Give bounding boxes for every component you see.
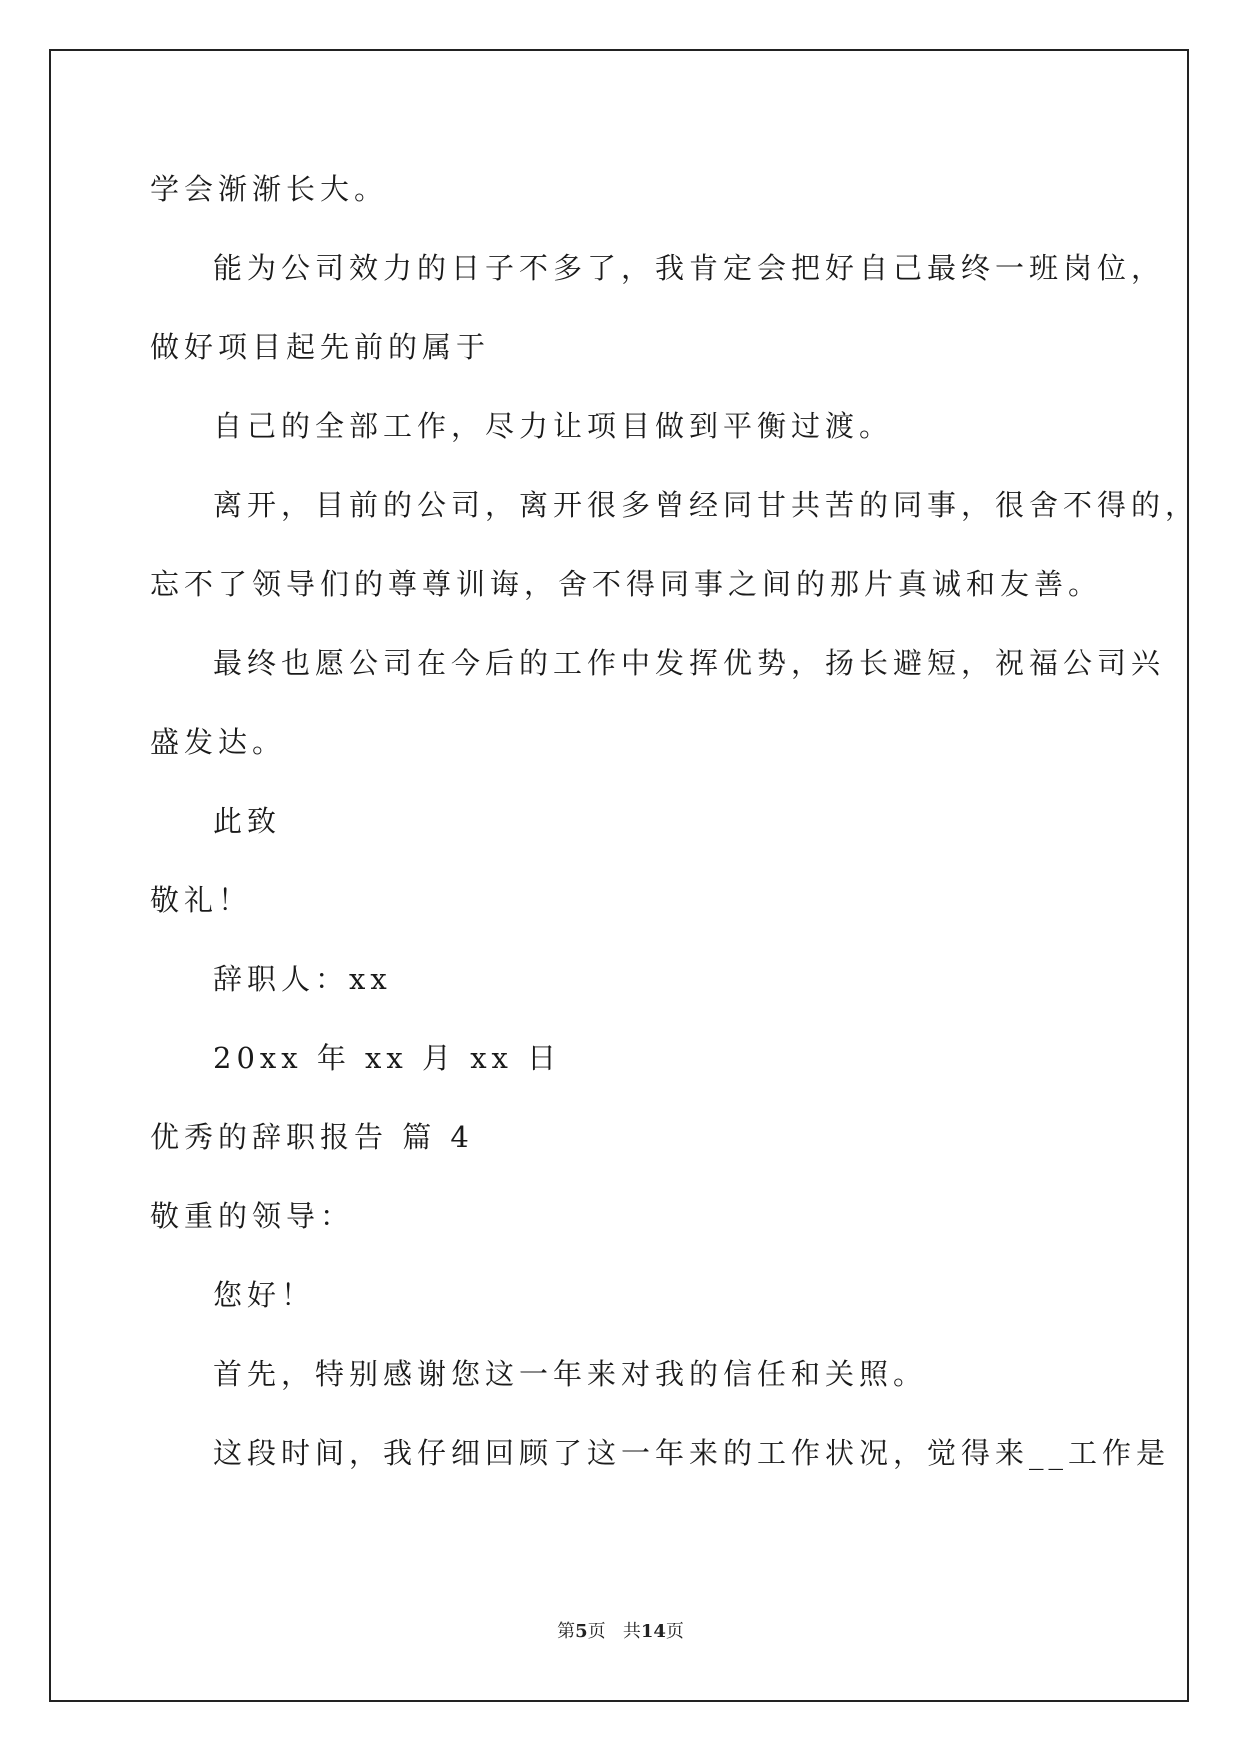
text-line: 最终也愿公司在今后的工作中发挥优势，扬长避短，祝福公司兴 [213, 646, 1166, 680]
text-line: 离开，目前的公司，离开很多曾经同甘共苦的同事，很舍不得的， [213, 488, 1200, 522]
text-line: 此致 [213, 804, 282, 838]
footer-total-suffix: 页 [665, 1621, 684, 1642]
text-line: 这段时间，我仔细回顾了这一年来的工作状况，觉得来__工作是 [213, 1436, 1171, 1470]
section-heading: 优秀的辞职报告 篇 4 [150, 1120, 474, 1154]
text-line: 自己的全部工作，尽力让项目做到平衡过渡。 [213, 409, 894, 443]
text-line: 敬礼！ [150, 883, 253, 917]
text-line: 您好！ [213, 1278, 316, 1312]
page-footer [0, 1617, 1241, 1643]
text-line: 学会渐渐长大。 [150, 172, 389, 206]
page-number: 5 [575, 1621, 588, 1642]
text-line: 能为公司效力的日子不多了，我肯定会把好自己最终一班岗位， [213, 251, 1166, 285]
footer-page-suffix: 页 [587, 1621, 606, 1642]
total-pages: 14 [640, 1621, 666, 1642]
text-line: 辞职人：xx [213, 962, 392, 996]
text-line: 20xx 年 xx 月 xx 日 [213, 1041, 562, 1075]
footer-prefix: 第 [557, 1621, 576, 1642]
text-line: 盛发达。 [150, 725, 287, 759]
text-line: 忘不了领导们的尊尊训诲，舍不得同事之间的那片真诚和友善。 [150, 567, 1103, 601]
text-line: 做好项目起先前的属于 [150, 330, 491, 364]
footer-total-prefix: 共 [622, 1621, 641, 1642]
text-line: 敬重的领导： [150, 1199, 355, 1233]
text-line: 首先，特别感谢您这一年来对我的信任和关照。 [213, 1357, 928, 1391]
